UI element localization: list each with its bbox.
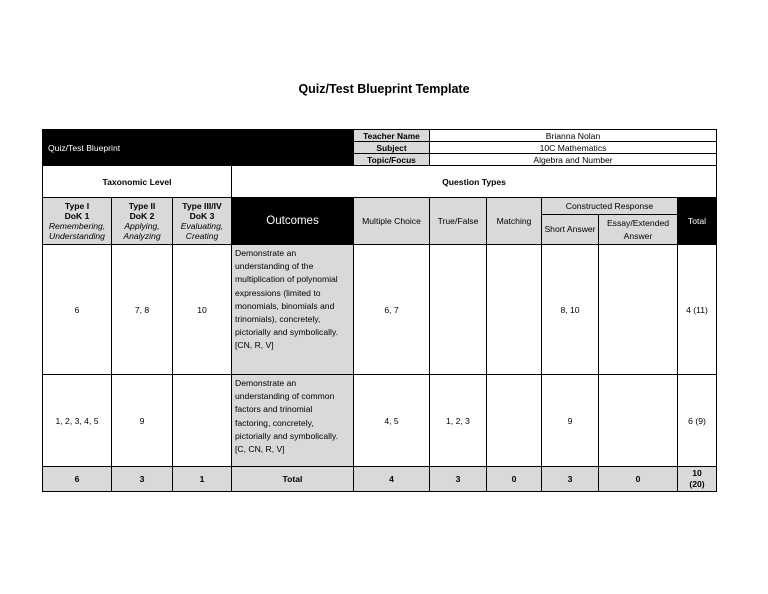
teacher-name-value: Brianna Nolan <box>430 130 717 142</box>
row2-matching <box>487 375 542 467</box>
row2-type3 <box>173 375 232 467</box>
true-false-header: True/False <box>430 198 487 245</box>
grand-total <box>678 467 717 492</box>
type2-desc1: Applying, <box>124 221 160 231</box>
row2-outcome-code: [C, CN, R, V] <box>235 444 285 455</box>
blueprint-label: Quiz/Test Blueprint <box>43 130 354 166</box>
row2-outcome <box>232 375 354 467</box>
essay-header: Essay/Extended Answer <box>599 215 678 245</box>
row1-outcome <box>232 245 354 375</box>
subject-value: 10C Mathematics <box>430 142 717 154</box>
total-true-false: 3 <box>430 467 487 492</box>
type2-label: Type II <box>128 201 156 211</box>
total-type2: 3 <box>112 467 173 492</box>
row2-essay <box>599 375 678 467</box>
row1-type1: 6 <box>43 245 112 375</box>
row1-multiple-choice: 6, 7 <box>354 245 430 375</box>
multiple-choice-header: Multiple Choice <box>354 198 430 245</box>
type3-label: Type III/IV <box>182 201 222 211</box>
total-matching: 0 <box>487 467 542 492</box>
type1-desc2: Understanding <box>49 231 105 241</box>
row2-short-answer: 9 <box>542 375 599 467</box>
row2-multiple-choice: 4, 5 <box>354 375 430 467</box>
table-row <box>43 375 717 467</box>
teacher-name-label: Teacher Name <box>354 130 430 142</box>
type3-desc2: Creating <box>185 231 219 241</box>
type1-label: Type I <box>64 201 90 211</box>
type1-dok: DoK 1 <box>64 211 90 221</box>
total-type1: 6 <box>43 467 112 492</box>
page-title: Quiz/Test Blueprint Template <box>298 82 470 96</box>
row1-short-answer: 8, 10 <box>542 245 599 375</box>
row1-outcome-code: [CN, R, V] <box>235 340 274 351</box>
type3-dok: DoK 3 <box>189 211 215 221</box>
taxonomic-level-header: Taxonomic Level <box>43 166 232 198</box>
row1-type2: 7, 8 <box>112 245 173 375</box>
row2-true-false: 1, 2, 3 <box>430 375 487 467</box>
total-multiple-choice: 4 <box>354 467 430 492</box>
blueprint-table <box>42 129 717 492</box>
row1-matching <box>487 245 542 375</box>
row2-type1: 1, 2, 3, 4, 5 <box>43 375 112 467</box>
type3-desc1: Evaluating, <box>180 221 224 231</box>
subject-label: Subject <box>354 142 430 154</box>
totals-label: Total <box>232 467 354 492</box>
type1-header <box>43 198 112 245</box>
row2-outcome-text: Demonstrate an understanding of common factors and trinomial factoring, concretely, pictorially and symbolically. <box>235 378 339 441</box>
question-types-header: Question Types <box>232 166 717 198</box>
row1-total: 4 (11) <box>678 245 717 375</box>
topic-label: Topic/Focus <box>354 154 430 166</box>
constructed-response-header: Constructed Response <box>542 198 678 215</box>
row1-type3: 10 <box>173 245 232 375</box>
totals-row <box>43 467 717 492</box>
total-type3: 1 <box>173 467 232 492</box>
row2-type2: 9 <box>112 375 173 467</box>
row1-outcome-text: Demonstrate an understanding of the multiplication of polynomial expressions (limited to monomials, binomials and trinomials), concretely, pictorially and symbolically. <box>235 248 339 338</box>
row2-total: 6 (9) <box>678 375 717 467</box>
total-header: Total <box>678 198 717 245</box>
type3-header <box>173 198 232 245</box>
type2-header <box>112 198 173 245</box>
matching-header: Matching <box>487 198 542 245</box>
total-essay: 0 <box>599 467 678 492</box>
short-answer-header: Short Answer <box>542 215 599 245</box>
type1-desc1: Remembering, <box>48 221 106 231</box>
type2-desc2: Analyzing <box>123 231 161 241</box>
row1-essay <box>599 245 678 375</box>
table-row <box>43 245 717 375</box>
total-short-answer: 3 <box>542 467 599 492</box>
type2-dok: DoK 2 <box>129 211 155 221</box>
grand-total-line2: (20) <box>689 479 705 489</box>
topic-value: Algebra and Number <box>430 154 717 166</box>
row1-true-false <box>430 245 487 375</box>
grand-total-line1: 10 <box>692 468 702 478</box>
outcomes-header: Outcomes <box>232 198 354 245</box>
